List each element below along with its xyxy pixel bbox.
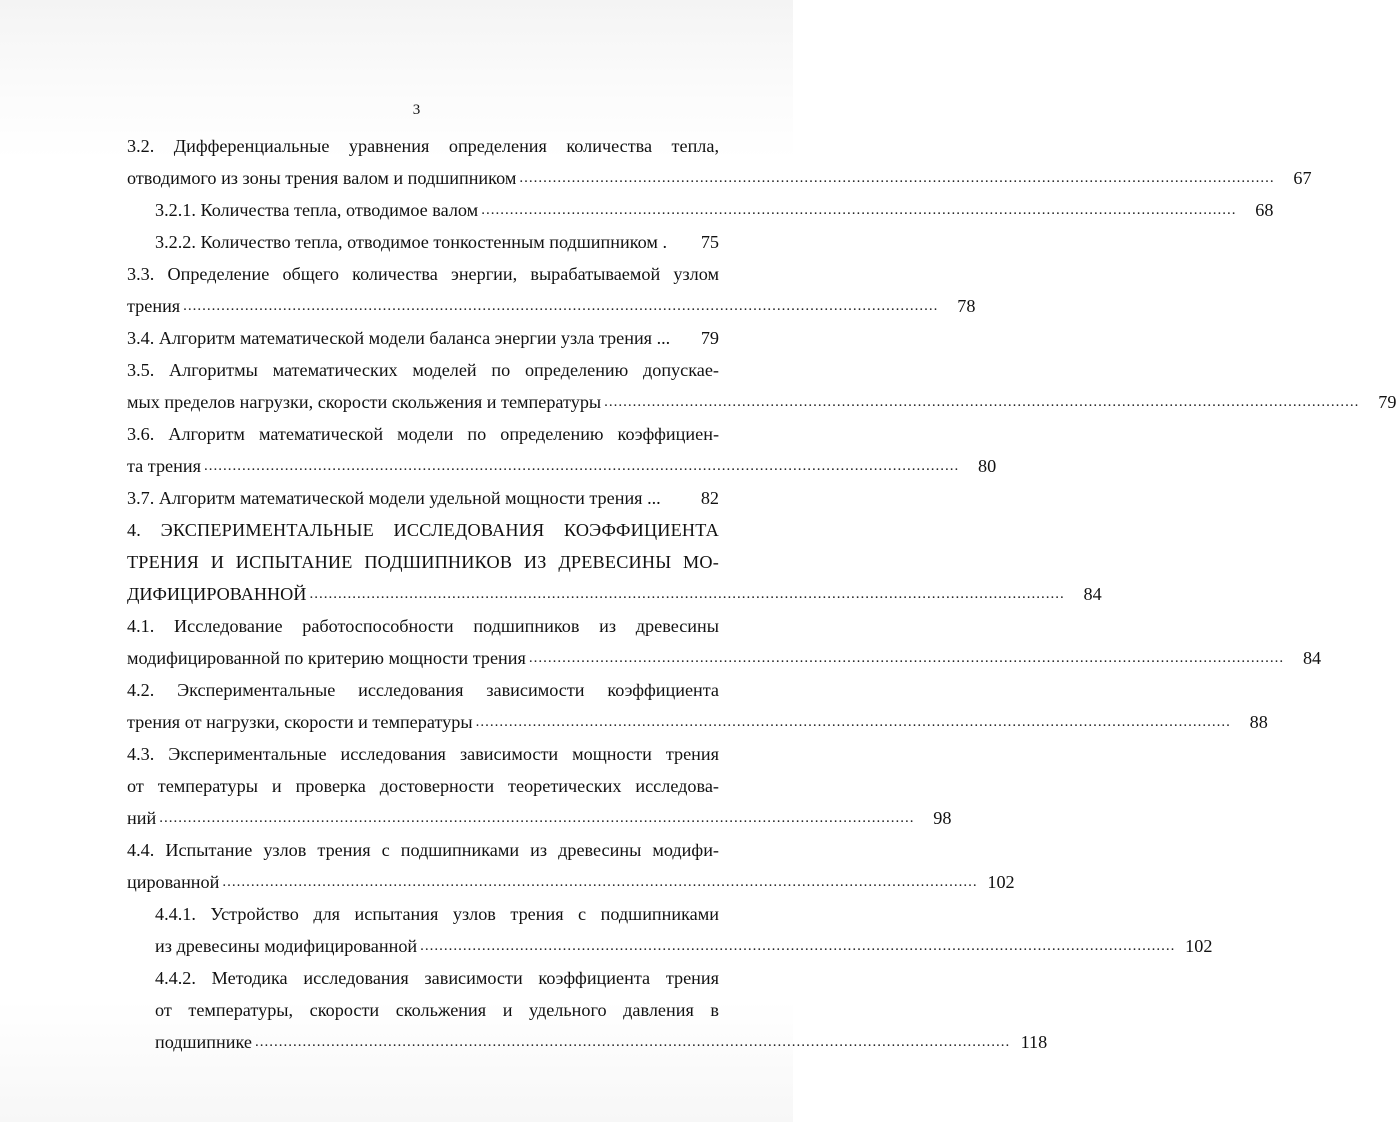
toc-entry-text: из древесины модифицированной (155, 936, 418, 956)
toc-leader-dots: ............................................................................................................................................................... (519, 170, 1275, 186)
toc-entry-text: 3.7. Алгоритм математической модели удельной мощности трения ... (127, 488, 661, 508)
toc-leader-dots: ............................................................................................................................................................... (475, 714, 1231, 730)
toc-leader-dots: ............................................................................................................................................................... (222, 874, 978, 890)
toc-entry-3-5-line1: 3.5. Алгоритмы математических моделей по определению допускае- (127, 360, 719, 380)
toc-page-number: 102 (1185, 936, 1213, 956)
toc-entry-text: ний (127, 808, 157, 828)
toc-entry-4-3-line3 (127, 802, 952, 834)
toc-entry-text: цированной (127, 872, 220, 892)
toc-entry-4-1-line2 (127, 642, 1322, 674)
toc-entry-text: та трения (127, 456, 201, 476)
toc-entry-4-3-line2: от температуры и проверка достоверности теоретических исследова- (127, 776, 719, 796)
toc-entry-4-line3 (127, 578, 1102, 610)
toc-leader-dots: ............................................................................................................................................................... (604, 394, 1360, 410)
toc-leader-dots: ............................................................................................................................................................... (203, 458, 960, 474)
toc-entry-text: подшипнике (155, 1032, 252, 1052)
toc-page-number: 79 (1378, 392, 1396, 412)
toc-entry-4-4-line2 (127, 866, 1015, 898)
toc-entry-3-3-line2 (127, 290, 976, 322)
toc-leader-dots: ............................................................................................................................................................... (254, 1034, 1011, 1050)
toc-entry-text: мых пределов нагрузки, скорости скольжения и температуры (127, 392, 602, 412)
toc-entry-4-1-line1: 4.1. Исследование работоспособности подшипников из древесины (127, 616, 719, 636)
toc-entry-4-4-2-line2: от температуры, скорости скольжения и удельного давления в (155, 1000, 719, 1020)
toc-entry-4-4-1-line2 (127, 930, 1213, 962)
toc-entry-3-7 (127, 482, 719, 514)
toc-page-number: 79 (700, 328, 719, 348)
toc-entry-text: трения (127, 296, 181, 316)
toc-entry-text: 3.2.2. Количество тепла, отводимое тонкостенным подшипником . (155, 232, 668, 252)
toc-entry-4-line2: ТРЕНИЯ И ИСПЫТАНИЕ ПОДШИПНИКОВ ИЗ ДРЕВЕСИНЫ МО- (127, 552, 719, 572)
toc-leader-dots: ............................................................................................................................................................... (481, 202, 1237, 218)
toc-entry-3-6-line1: 3.6. Алгоритм математической модели по определению коэффициен- (127, 424, 719, 444)
toc-entry-4-2-line1: 4.2. Экспериментальные исследования зависимости коэффициента (127, 680, 719, 700)
toc-entry-4-4-line1: 4.4. Испытание узлов трения с подшипниками из древесины модифи- (127, 840, 719, 860)
toc-entry-4-3-line1: 4.3. Экспериментальные исследования зависимости мощности трения (127, 744, 719, 764)
toc-entry-text: ДИФИЦИРОВАННОЙ (127, 584, 307, 604)
toc-page-number: 80 (978, 456, 997, 476)
toc-entry-4-4-2-line1: 4.4.2. Методика исследования зависимости коэффициента трения (155, 968, 719, 988)
toc-entry-3-2-1 (127, 194, 1274, 226)
page-number: 3 (412, 102, 421, 118)
toc-leader-dots: ............................................................................................................................................................... (159, 810, 915, 826)
toc-leader-dots: ............................................................................................................................................................... (183, 298, 939, 314)
toc-entry-3-2-2 (127, 226, 719, 258)
toc-page-number: 78 (957, 296, 976, 316)
toc-entry-3-6-line2 (127, 450, 997, 482)
toc-page-number: 75 (700, 232, 719, 252)
toc-entry-4-4-1-line1: 4.4.1. Устройство для испытания узлов трения с подшипниками (155, 904, 719, 924)
toc-entry-3-2-line1: 3.2. Дифференциальные уравнения определения количества тепла, (127, 136, 719, 156)
toc-entry-4-4-2-line3 (127, 1026, 1048, 1058)
table-of-contents (127, 130, 1396, 1058)
toc-entry-3-3-line1: 3.3. Определение общего количества энергии, вырабатываемой узлом (127, 264, 719, 284)
toc-entry-3-4 (127, 322, 719, 354)
toc-entry-text: 3.2.1. Количества тепла, отводимое валом (155, 200, 479, 220)
toc-page-number: 102 (987, 872, 1015, 892)
toc-leader-dots: ............................................................................................................................................................... (309, 586, 1065, 602)
toc-page-number: 82 (700, 488, 719, 508)
toc-entry-text: модифицированной по критерию мощности трения (127, 648, 526, 668)
toc-entry-4-line1: 4. ЭКСПЕРИМЕНТАЛЬНЫЕ ИССЛЕДОВАНИЯ КОЭФФИЦИЕНТА (127, 520, 719, 540)
toc-entry-text: 3.4. Алгоритм математической модели баланса энергии узла трения ... (127, 328, 671, 348)
toc-entry-text: трения от нагрузки, скорости и температуры (127, 712, 473, 732)
toc-page-number: 68 (1255, 200, 1274, 220)
toc-leader-dots: ............................................................................................................................................................... (420, 938, 1176, 954)
toc-page-number: 88 (1249, 712, 1268, 732)
toc-page-number: 67 (1293, 168, 1312, 188)
toc-page-number: 118 (1020, 1032, 1048, 1052)
toc-page-number: 84 (1302, 648, 1322, 668)
toc-entry-3-2-line2 (127, 162, 1312, 194)
toc-entry-3-5-line2 (127, 386, 1396, 418)
toc-page-number: 98 (933, 808, 952, 828)
toc-entry-text: отводимого из зоны трения валом и подшипником (127, 168, 517, 188)
toc-entry-4-2-line2 (127, 706, 1268, 738)
toc-leader-dots: ............................................................................................................................................................... (528, 650, 1285, 666)
toc-page-number: 84 (1083, 584, 1102, 604)
